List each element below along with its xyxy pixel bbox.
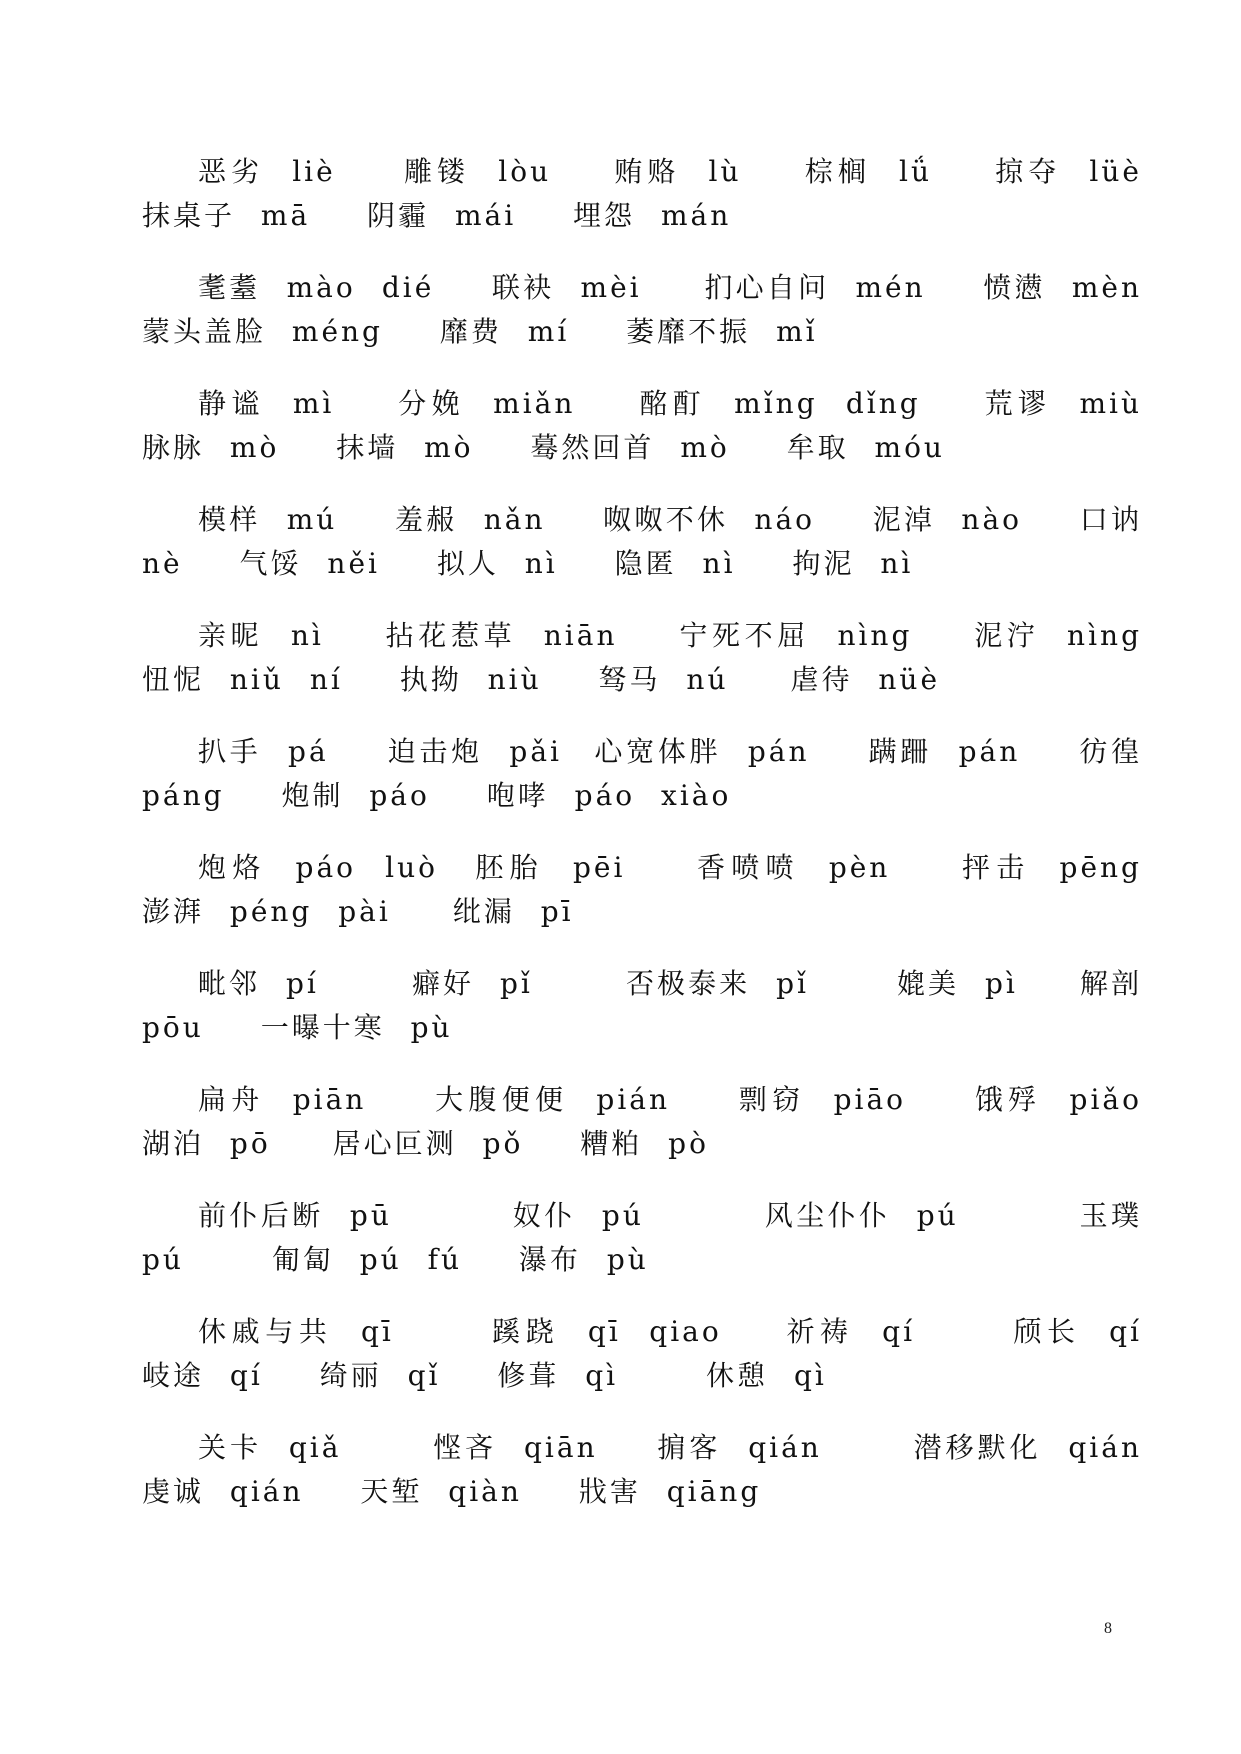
paragraph: 休戚与共 qī 蹊跷 qī qiao 祈祷 qí 颀长 qí 岐途 qí 绮丽 qǐ 修葺 qì 休憩 qì bbox=[142, 1315, 1199, 1392]
paragraph: 毗邻 pí 癖好 pǐ 否极泰来 pǐ 媲美 pì 解剖 pōu 一曝十寒 pù bbox=[142, 967, 1142, 1044]
paragraph: 扁舟 piān 大腹便便 pián 剽窃 piāo 饿殍 piǎo 湖泊 pō 居心叵测 pǒ 糟粕 pò bbox=[142, 1083, 1205, 1160]
paragraph: 前仆后断 pū 奴仆 pú 风尘仆仆 pú 玉璞 pú 匍匐 pú fú 瀑布 pù bbox=[142, 1199, 1142, 1276]
paragraph: 恶劣 liè 雕镂 lòu 贿赂 lù 棕榈 lǘ 掠夺 lüè 抹桌子 mā 阴霾 mái 埋怨 mán bbox=[142, 155, 1199, 232]
page-content bbox=[142, 150, 1205, 1542]
paragraph: 炮烙 páo luò 胚胎 pēi 香喷喷 pèn 抨击 pēng 澎湃 péng pài 纰漏 pī bbox=[142, 851, 1199, 928]
paragraph: 扒手 pá 迫击炮 pǎi 心宽体胖 pán 蹒跚 pán 彷徨 páng 炮制 páo 咆哮 páo xiào bbox=[142, 735, 1142, 812]
paragraph: 静谧 mì 分娩 miǎn 酩酊 mǐng dǐng 荒谬 miù 脉脉 mò 抹墙 mò 蓦然回首 mò 牟取 móu bbox=[142, 387, 1199, 464]
paragraph: 耄耋 mào dié 联袂 mèi 扪心自问 mén 愤懑 mèn 蒙头盖脸 méng 靡费 mí 萎靡不振 mǐ bbox=[142, 271, 1199, 348]
paragraph: 模样 mú 羞赧 nǎn 呶呶不休 náo 泥淖 nào 口讷 nè 气馁 něi 拟人 nì 隐匿 nì 拘泥 nì bbox=[142, 503, 1142, 580]
paragraph: 关卡 qiǎ 悭吝 qiān 掮客 qián 潜移默化 qián 虔诚 qián 天堑 qiàn 戕害 qiāng bbox=[142, 1431, 1199, 1508]
page-number: 8 bbox=[1104, 1620, 1112, 1637]
paragraph: 亲昵 nì 拈花惹草 niān 宁死不屈 nìng 泥泞 nìng 忸怩 niǔ ní 执拗 niù 驽马 nú 虐待 nüè bbox=[142, 619, 1199, 696]
